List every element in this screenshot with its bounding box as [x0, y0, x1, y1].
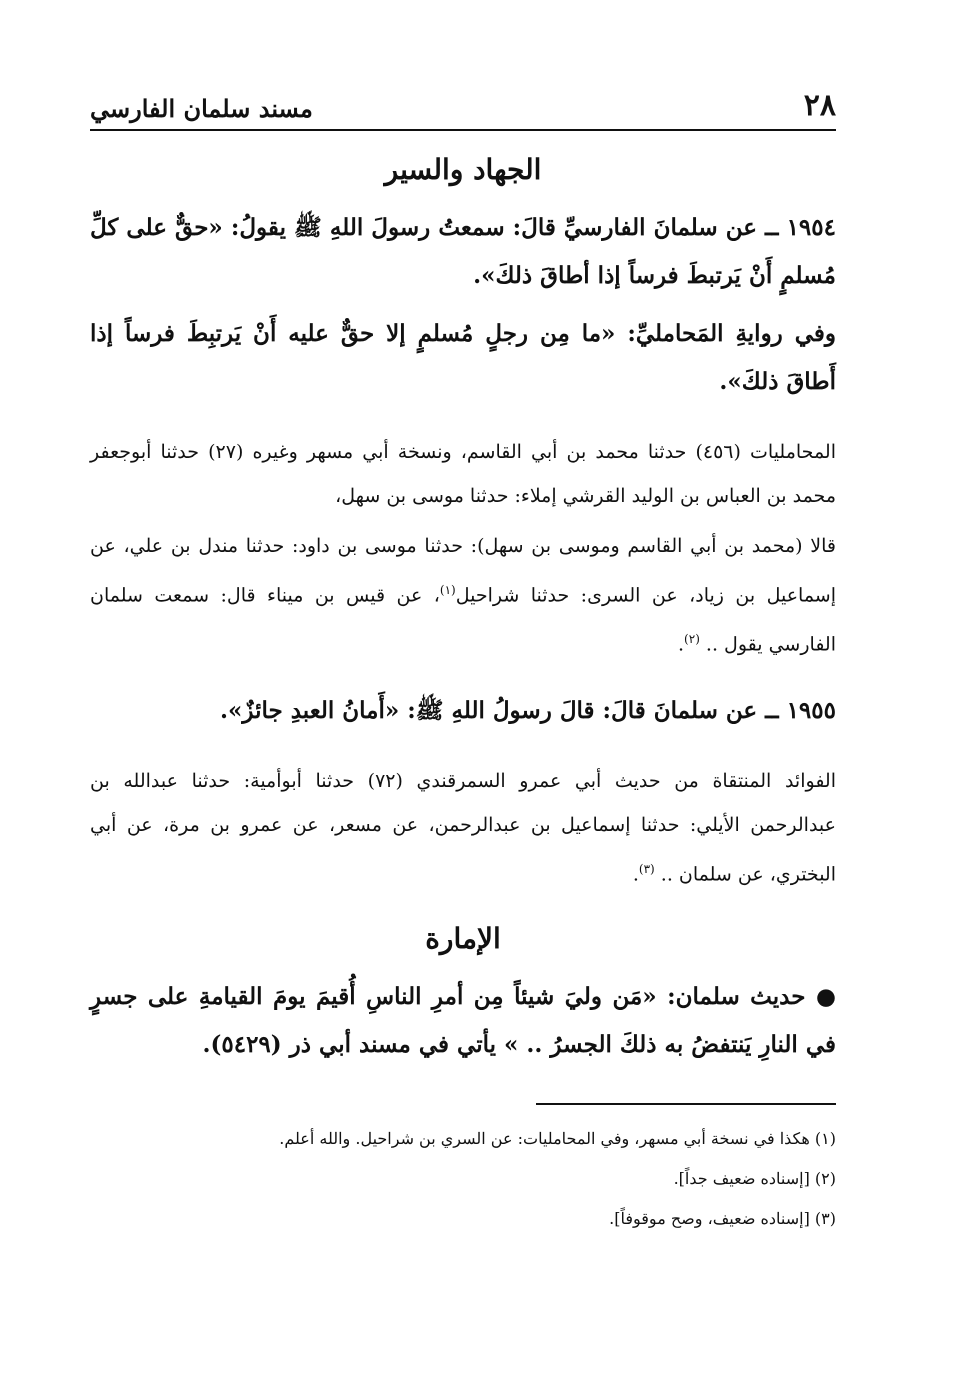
footnote-marker-2: (٢): [684, 632, 700, 647]
hadith-1954-riwaya: وفي روايةِ المَحامليِّ: «ما مِن رجلٍ مُسلمٍ إلا حقٌّ عليه أَنْ يَرتبِطَ فرساً إذا أَطاقَ ذلكَ».: [90, 320, 836, 395]
takhrij-1954-b: [90, 524, 836, 667]
page-number: ٢٨: [803, 88, 836, 123]
hadith-1955: ١٩٥٥ ــ عن سلمانَ قالَ: قالَ رسولُ اللهِ ﷺ: «أَمانُ العبدِ جائزٌ».: [220, 696, 836, 724]
page-header: [90, 88, 836, 131]
takhrij-text: ، عن قيس بن ميناء قال: سمعت سلمان الفارسي يقول ..: [90, 584, 836, 656]
footnotes: [90, 1119, 836, 1239]
hadith-1954: ١٩٥٤ ــ عن سلمانَ الفارسيِّ قالَ: سمعتُ رسولَ اللهِ ﷺ يقولُ: «حقٌّ على كلِّ مُسلمٍ أَنْ يَرتبطَ فرساً إذا أطاقَ ذلكَ».: [90, 214, 836, 289]
section-heading-jihad: الجهاد والسير: [384, 153, 542, 186]
footnote-marker-1: (١): [439, 583, 456, 597]
takhrij-text: قالا (محمد بن أبي القاسم وموسى بن سهل): حدثنا موسى بن داود: حدثنا مندل بن علي، عن إسماعيل بن زياد، عن السرى: حدثنا شراحيل: [90, 535, 837, 607]
footnote-3: (٣) [إسناده ضعيف، وصح موقوفاً].: [609, 1208, 836, 1228]
section-heading-imara: الإمارة: [425, 921, 501, 955]
takhrij-text: .: [632, 862, 639, 885]
footnote-separator: [536, 1103, 836, 1105]
takhrij-text: الفوائد المنتقاة من حديث أبي عمرو السمرقندي (٧٢) حدثنا أبوأمية: حدثنا عبدالله بن عبدالرحمن الأيلي: حدثنا إسماعيل بن عبدالرحمن، عن مسعر، عن عمرو بن مرة، عن أبي البختري، عن سلمان ..: [90, 769, 836, 885]
takhrij-1954-a: المحامليات (٤٥٦) حدثنا محمد بن أبي القاسم، ونسخة أبي مسهر وغيره (٢٧) حدثنا أبوجعفر محمد بن العباس بن الوليد القرشي إملاء: حدثنا موسى بن سهل،: [90, 441, 837, 507]
footnote-marker-3: (٣): [638, 861, 655, 876]
takhrij-text: .: [678, 633, 685, 656]
footnote-1: (١) هكذا في نسخة أبي مسهر، وفي المحامليات: عن السري بن شراحيل. والله أعلم.: [279, 1128, 836, 1148]
book-title: مسند سلمان الفارسي: [90, 94, 313, 123]
footnote-2: (٢) [إسناده ضعيف جداً].: [673, 1168, 836, 1188]
hadith-imara: ● حديث سلمان: «مَن وليَ شيئاً مِن أمرِ الناسِ أُقيمَ يومَ القيامةِ على جسرٍ في النارِ يَنتفضُ به ذلكَ الجسرُ .. » يأتي في مسند أبي ذر (٥٤٢٩).: [90, 982, 836, 1058]
takhrij-1955: [90, 759, 836, 896]
